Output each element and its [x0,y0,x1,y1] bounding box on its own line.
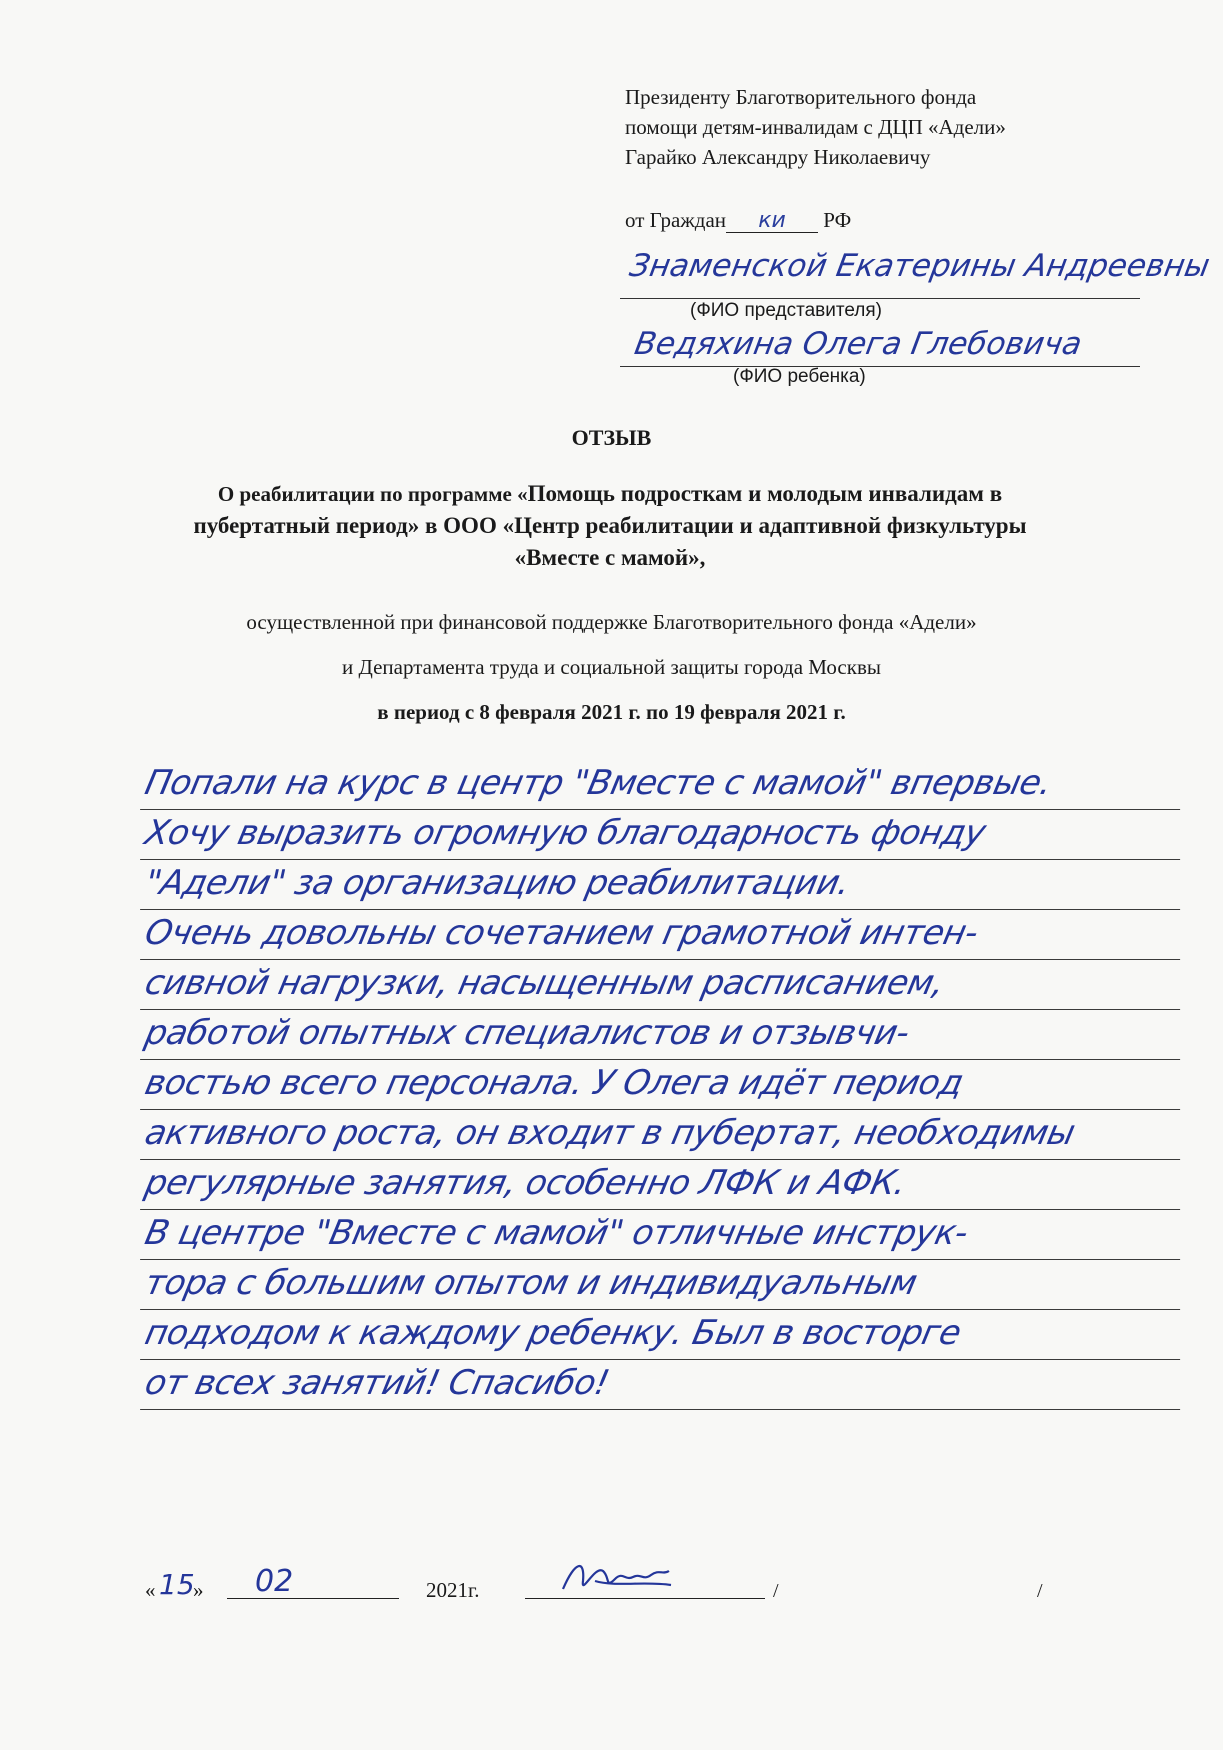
review-line [140,1160,1191,1210]
addressee-line: Президенту Благотворительного фонда [625,85,977,109]
addressee-line: Гарайко Александру Николаевичу [625,145,931,169]
date-quote-open: « [145,1578,156,1602]
review-line [140,860,1191,910]
citizenship-suffix: ки [726,210,818,233]
support-line: и Департамента труда и социальной защиты города Москвы [342,655,881,679]
review-subject [130,478,1090,574]
date-day: 15 [159,1568,195,1601]
child-caption: (ФИО ребенка) [733,366,866,387]
date-quote-close: » [193,1578,204,1602]
month-underline [227,1598,399,1599]
document-title: ОТЗЫВ [571,425,652,450]
subject-line: О реабилитации по программе « [217,482,528,506]
review-line [140,1360,1191,1410]
review-line [140,1210,1191,1260]
support-line: осуществленной при финансовой поддержке Благотворительного фонда «Адели» [246,610,977,634]
addressee-block [625,82,1006,172]
signature-icon [555,1551,675,1601]
review-line-text: от всех занятий! Спасибо! [141,1363,613,1403]
review-line-text: тора с большим опытом и индивидуальным [141,1263,921,1303]
review-line-text: "Адели" за организацию реабилитации. [141,863,854,903]
review-line [140,960,1191,1010]
subject-line: пубертатный период» в ООО «Центр реабилитации и адаптивной физкультуры [193,513,1027,538]
date-year: 2021г. [426,1578,480,1602]
subject-line: «Вместе с мамой», [514,545,706,570]
review-line [140,1260,1191,1310]
handwritten-review [140,760,1180,1410]
review-line-text: регулярные занятия, особенно ЛФК и АФК. [141,1163,910,1203]
date-month: 02 [255,1564,294,1599]
review-line-text: Попали на курс в центр "Вместе с мамой" впервые. [141,763,1056,803]
review-line [140,1010,1191,1060]
addressee-line: помощи детям-инвалидам с ДЦП «Адели» [625,115,1006,139]
signature-slash: / [1037,1580,1043,1602]
review-line-text: сивной нагрузки, насыщенным расписанием, [141,963,948,1003]
representative-underline [620,298,1140,299]
review-line [140,1110,1191,1160]
child-underline [620,366,1140,367]
review-line-text: востью всего персонала. У Олега идёт период [141,1063,967,1103]
review-line-text: В центре "Вместе с мамой" отличные инструк- [141,1213,972,1253]
signature-footer [145,1553,1145,1603]
review-line-text: работой опытных специалистов и отзывчи- [141,1013,913,1053]
review-period: в период с 8 февраля 2021 г. по 19 февраля 2021 г. [377,700,846,724]
review-line [140,760,1191,810]
representative-caption: (ФИО представителя) [690,300,882,321]
from-line [625,208,851,233]
review-line [140,1310,1191,1360]
signature-slash: / [773,1580,779,1602]
from-suffix: РФ [823,208,852,232]
review-line-text: Хочу выразить огромную благодарность фонду [141,813,989,853]
review-line-text: активного роста, он входит в пубертат, необходимы [141,1113,1079,1153]
review-line [140,810,1191,860]
child-name: Ведяхина Олега Глебовича [631,326,1085,362]
review-line-text: Очень довольны сочетанием грамотной интен- [141,913,982,953]
review-line [140,1060,1191,1110]
subject-line: Помощь подросткам и молодым инвалидам в [527,481,1003,506]
review-line [140,910,1191,960]
review-line-text: подходом к каждому ребенку. Был в восторге [141,1313,965,1353]
representative-name: Знаменской Екатерины Андреевны [626,248,1213,284]
from-prefix: от Граждан [625,208,727,232]
